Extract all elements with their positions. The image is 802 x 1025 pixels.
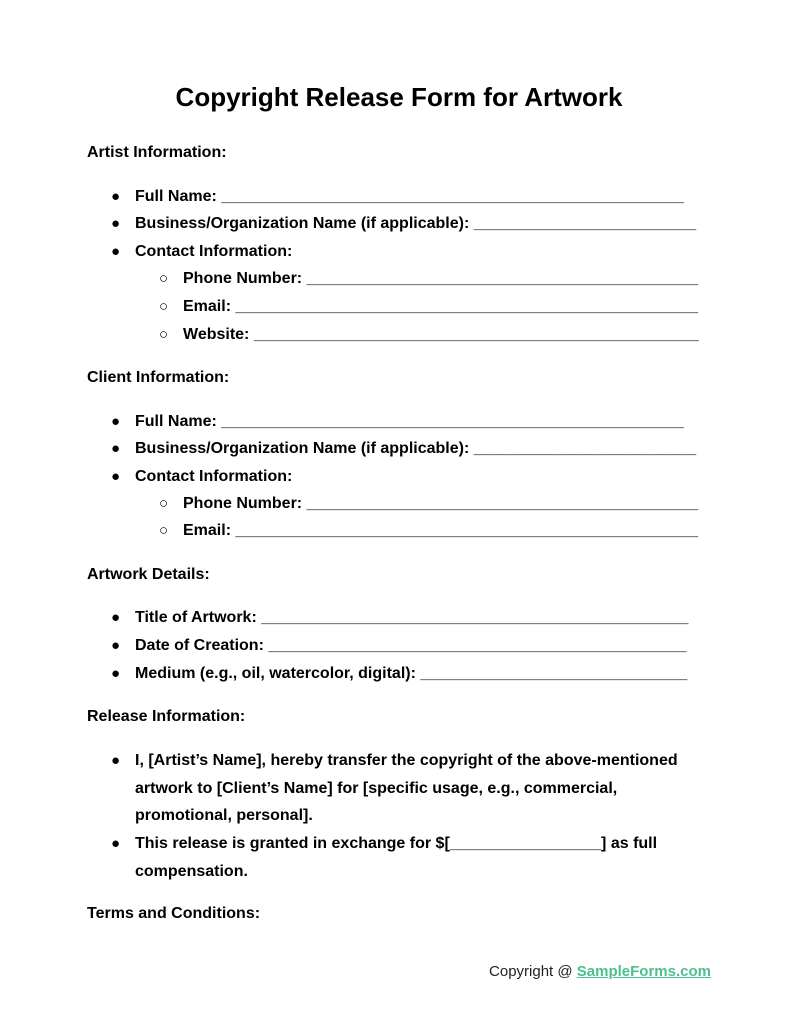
artwork-date-field: Date of Creation: _______________________________________________ [135, 637, 687, 654]
client-email-field: Email: ____________________________________________________ [183, 522, 699, 539]
bullet-dot: ● [111, 243, 121, 260]
artist-email-field: Email: ____________________________________________________ [183, 298, 699, 315]
release-info-heading: Release Information: [87, 708, 246, 725]
bullet-dot: ● [111, 468, 121, 485]
sampleforms-link[interactable]: SampleForms.com [576, 963, 711, 980]
client-business-field: Business/Organization Name (if applicable): _________________________ [135, 440, 697, 457]
bullet-circle: ○ [159, 326, 169, 343]
bullet-circle: ○ [159, 495, 169, 512]
client-info-heading: Client Information: [87, 369, 230, 386]
bullet-circle: ○ [159, 522, 169, 539]
artist-full-name-field: Full Name: ____________________________________________________ [135, 188, 684, 205]
artwork-medium-field: Medium (e.g., oil, watercolor, digital): ______________________________ [135, 665, 688, 682]
bullet-dot: ● [111, 188, 121, 205]
artist-website-field: Website: __________________________________________________ [183, 326, 699, 343]
bullet-dot: ● [111, 637, 121, 654]
bullet-dot: ● [111, 440, 121, 457]
client-full-name-field: Full Name: ____________________________________________________ [135, 413, 684, 430]
artist-business-field: Business/Organization Name (if applicable): _________________________ [135, 215, 697, 232]
client-phone-field: Phone Number: ____________________________________________ [183, 495, 699, 512]
bullet-dot: ● [111, 665, 121, 682]
client-contact-label: Contact Information: [135, 468, 293, 485]
page-title: Copyright Release Form for Artwork [175, 82, 623, 112]
compensation-statement: This release is granted in exchange for $[_________________] as full compensation. [135, 835, 658, 880]
copyright-footer [489, 962, 711, 982]
artist-info-heading: Artist Information: [87, 144, 227, 161]
artwork-details-heading: Artwork Details: [87, 566, 210, 583]
artwork-title-field: Title of Artwork: ________________________________________________ [135, 609, 689, 626]
copyright-prefix: Copyright @ [489, 963, 577, 980]
release-statement: I, [Artist’s Name], hereby transfer the copyright of the above-mentioned artwork to [Client’s Name] for [specific usage, e.g., commercial, promotional, personal]. [135, 752, 678, 824]
terms-heading: Terms and Conditions: [87, 905, 261, 922]
bullet-dot: ● [111, 413, 121, 430]
bullet-dot: ● [111, 215, 121, 232]
bullet-dot: ● [111, 752, 121, 769]
bullet-dot: ● [111, 835, 121, 852]
bullet-circle: ○ [159, 298, 169, 315]
bullet-circle: ○ [159, 270, 169, 287]
bullet-dot: ● [111, 609, 121, 626]
artist-phone-field: Phone Number: ____________________________________________ [183, 270, 699, 287]
artist-contact-label: Contact Information: [135, 243, 293, 260]
